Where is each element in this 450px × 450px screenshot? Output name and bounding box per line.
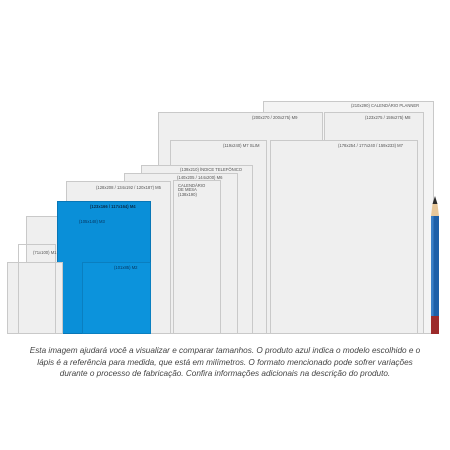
label-m3: (105x148) M3 xyxy=(79,219,105,224)
caption-text: Esta imagem ajudará você a visualizar e comparar tamanhos. O produto azul indica o modelo escolhido e o lápis é a referência para medida, que está em milímetros. O formato mencionado pode sofrer variações durante o processo de fabricação. Confira informações adicionais na descrição do produto. xyxy=(29,346,421,379)
label-m5: (128x208 / 134x192 / 120x187) M5 xyxy=(96,185,161,190)
label-indice-telefonico: (139x210) ÍNDICE TELEFÔNICO xyxy=(180,167,243,172)
label-calendario-mesa: CALENDÁRIO DE MESA (138x190) xyxy=(178,183,206,197)
label-m7-slim: (119x240) M7 SLIM xyxy=(223,143,260,148)
pencil-wood xyxy=(431,204,439,216)
sheet-m2 xyxy=(82,262,151,334)
pencil-highlight xyxy=(431,216,434,316)
label-m9: (200x270 / 200x275) M9 xyxy=(252,115,298,120)
label-m7: (178x254 / 177x240 / 159x233) M7 xyxy=(338,143,403,148)
sheet-m7 xyxy=(270,140,418,334)
label-m1: (71x100) M1 xyxy=(33,250,57,255)
label-m8: (123x275 / 159x275) M8 xyxy=(365,115,411,120)
label-m2: (101x85) M2 xyxy=(114,265,138,270)
pencil-icon xyxy=(429,196,441,336)
label-m6: (140x205 / 144x200) M6 xyxy=(177,175,223,180)
pencil-end xyxy=(431,316,439,334)
label-calendario-planner: (210x290) CALENDÁRIO PLANNER xyxy=(351,103,420,108)
label-m4: (123x166 / 117x164) M4 xyxy=(90,204,136,209)
sheet-calendario-mesa xyxy=(173,180,221,334)
pencil-tip xyxy=(433,196,438,204)
sheet-m1-outline xyxy=(18,244,56,334)
